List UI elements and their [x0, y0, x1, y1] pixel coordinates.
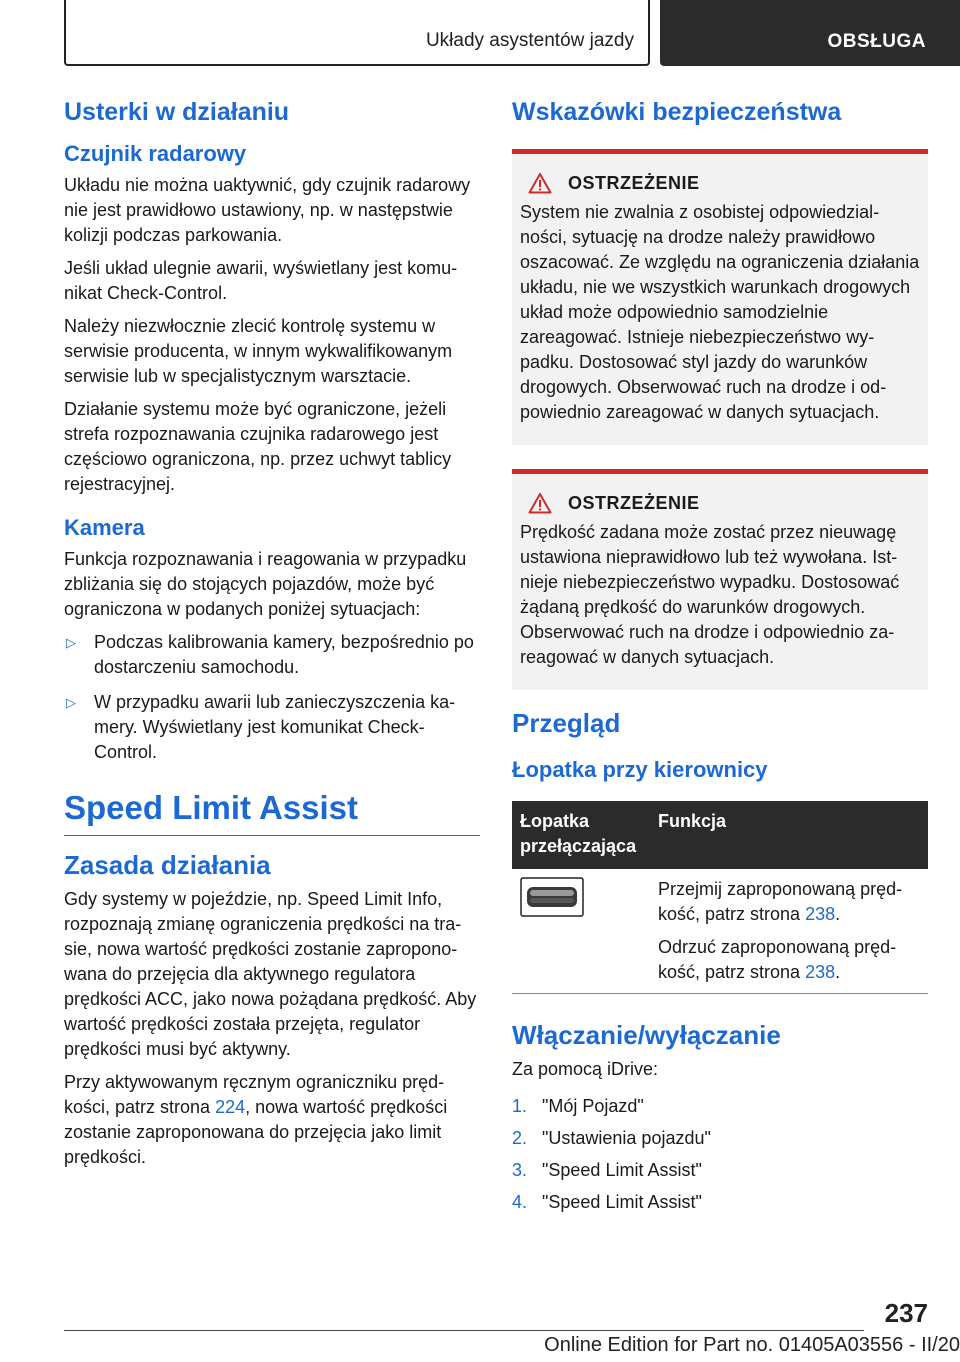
- table-header-row: [512, 801, 928, 869]
- header-chapter-box: [660, 0, 960, 66]
- header-chapter-title: OBSŁUGA: [827, 31, 926, 52]
- steps-list: [512, 1094, 928, 1215]
- paddle-switch-icon: [520, 877, 584, 917]
- list-item: 2. "Ustawienia pojazdu": [512, 1128, 711, 1148]
- warning-box: [512, 469, 928, 690]
- footer-divider: [64, 1330, 864, 1331]
- warning-title: OSTRZEŻENIE: [568, 492, 700, 513]
- paddle-table: [512, 801, 928, 994]
- triangle-bullet-icon: ▷: [66, 635, 76, 650]
- table-header-cell: Łopatka przełączająca: [512, 801, 650, 869]
- radar-paragraph-4: Działanie systemu może być ograniczone, jeżeli strefa rozpoznawania czujnika radarowego jest częściowo ograniczona, np. przez uchwyt tablicy rejestracyjnej.: [64, 399, 452, 494]
- principle-paragraph-2: Przy aktywowanym ręcznym ograniczniku prędkości, patrz strona 224, nowa wartość prędkości zostanie zaproponowana do przejęcia jako limit prędkości.: [64, 1072, 448, 1167]
- radar-paragraph-2: Jeśli układ ulegnie awarii, wyświetlany jest komunikat Check-Control.: [64, 258, 458, 303]
- page-link-238[interactable]: 238: [805, 904, 836, 924]
- list-item: ▷ Podczas kalibrowania kamery, bezpośrednio po dostarczeniu samochodu.: [66, 632, 474, 677]
- list-item: 3. "Speed Limit Assist": [512, 1160, 702, 1180]
- page-number: 237: [884, 1298, 928, 1328]
- heading-on-off: Włączanie/wyłączanie: [512, 1020, 781, 1050]
- warning-triangle-icon: [528, 172, 552, 194]
- heading-camera: Kamera: [64, 515, 145, 540]
- warning-title: OSTRZEŻENIE: [568, 172, 700, 193]
- heading-speed-limit-assist: Speed Limit Assist: [64, 789, 480, 836]
- heading-paddle: Łopatka przy kierownicy: [512, 757, 768, 782]
- camera-list: [64, 630, 480, 765]
- heading-safety: Wskazówki bezpieczeństwa: [512, 98, 842, 126]
- left-column: [64, 98, 480, 1178]
- list-item: 1. "Mój Pojazd": [512, 1096, 644, 1116]
- heading-overview: Przegląd: [512, 708, 621, 738]
- table-cell: Przejmij zaproponowaną prędkość, patrz strona 238. Odrzuć zaproponowaną prędkość, patrz strona 238.: [650, 869, 928, 994]
- radar-paragraph-3: Należy niezwłocznie zlecić kontrolę systemu w serwisie producenta, w innym wykwalifikowanym serwisie lub w specjalistycznym warsztacie.: [64, 316, 453, 386]
- heading-faults: Usterki w działaniu: [64, 98, 290, 126]
- table-cell: [512, 869, 650, 994]
- on-off-intro: Za pomocą iDrive:: [512, 1059, 659, 1079]
- principle-paragraph-1: Gdy systemy w pojeździe, np. Speed Limit Info, rozpoznają zmianę ograniczenia prędkości na trasie, nowa wartość prędkości zostanie zaproponowana do przejęcia dla aktywnego regulatora prędkości ACC, jako nowa pożądana prędkość. Aby wartość prędkości została przejęta, regulator prędkości musi być aktywny.: [64, 889, 477, 1059]
- right-column: [512, 98, 928, 1222]
- warning-box: [512, 149, 928, 445]
- header-section-box: [64, 0, 650, 66]
- triangle-bullet-icon: ▷: [66, 695, 76, 710]
- header-section-title: Układy asystentów jazdy: [425, 30, 634, 51]
- heading-principle: Zasada działania: [64, 850, 271, 880]
- warning-text: System nie zwalnia z osobistej odpowiedzialności, sytuację na drodze należy prawidłowo oszacować. Ze względu na ograniczenia działania układu, nie we wszystkich warunkach drogowych układ może odpowiednio samodzielnie zareagować. Istnieje niebezpieczeństwo wypadku. Dostosować styl jazdy do warunków drogowych. Obserwować ruch na drodze i odpowiednio zareagować w danych sytuacjach.: [520, 202, 920, 422]
- heading-radar: Czujnik radarowy: [64, 141, 247, 166]
- table-header-cell: Funkcja: [650, 801, 928, 869]
- page-link-224[interactable]: 224: [215, 1097, 246, 1117]
- warning-triangle-icon: [528, 492, 552, 514]
- footer-edition: Online Edition for Part no. 01405A03556 - II/20: [544, 1334, 960, 1356]
- warning-text: Prędkość zadana może zostać przez nieuwagę ustawiona nieprawidłowo lub też wywołana. Istnieje niebezpieczeństwo wypadku. Dostosować żądaną prędkość do warunków drogowych. Obserwować ruch na drodze i odpowiednio zareagować w danych sytuacjach.: [520, 522, 900, 667]
- page-link-238[interactable]: 238: [805, 962, 836, 982]
- list-item: 4. "Speed Limit Assist": [512, 1192, 702, 1212]
- radar-paragraph-1: Układu nie można uaktywnić, gdy czujnik radarowy nie jest prawidłowo ustawiony, np. w następstwie kolizji podczas parkowania.: [64, 175, 471, 245]
- table-row: [512, 869, 928, 994]
- camera-paragraph: Funkcja rozpoznawania i reagowania w przypadku zbliżania się do stojących pojazdów, może być ograniczona w podanych poniżej sytuacjach:: [64, 549, 467, 619]
- list-item: ▷ W przypadku awarii lub zanieczyszczenia kamery. Wyświetlany jest komunikat Check-Control.: [66, 692, 456, 762]
